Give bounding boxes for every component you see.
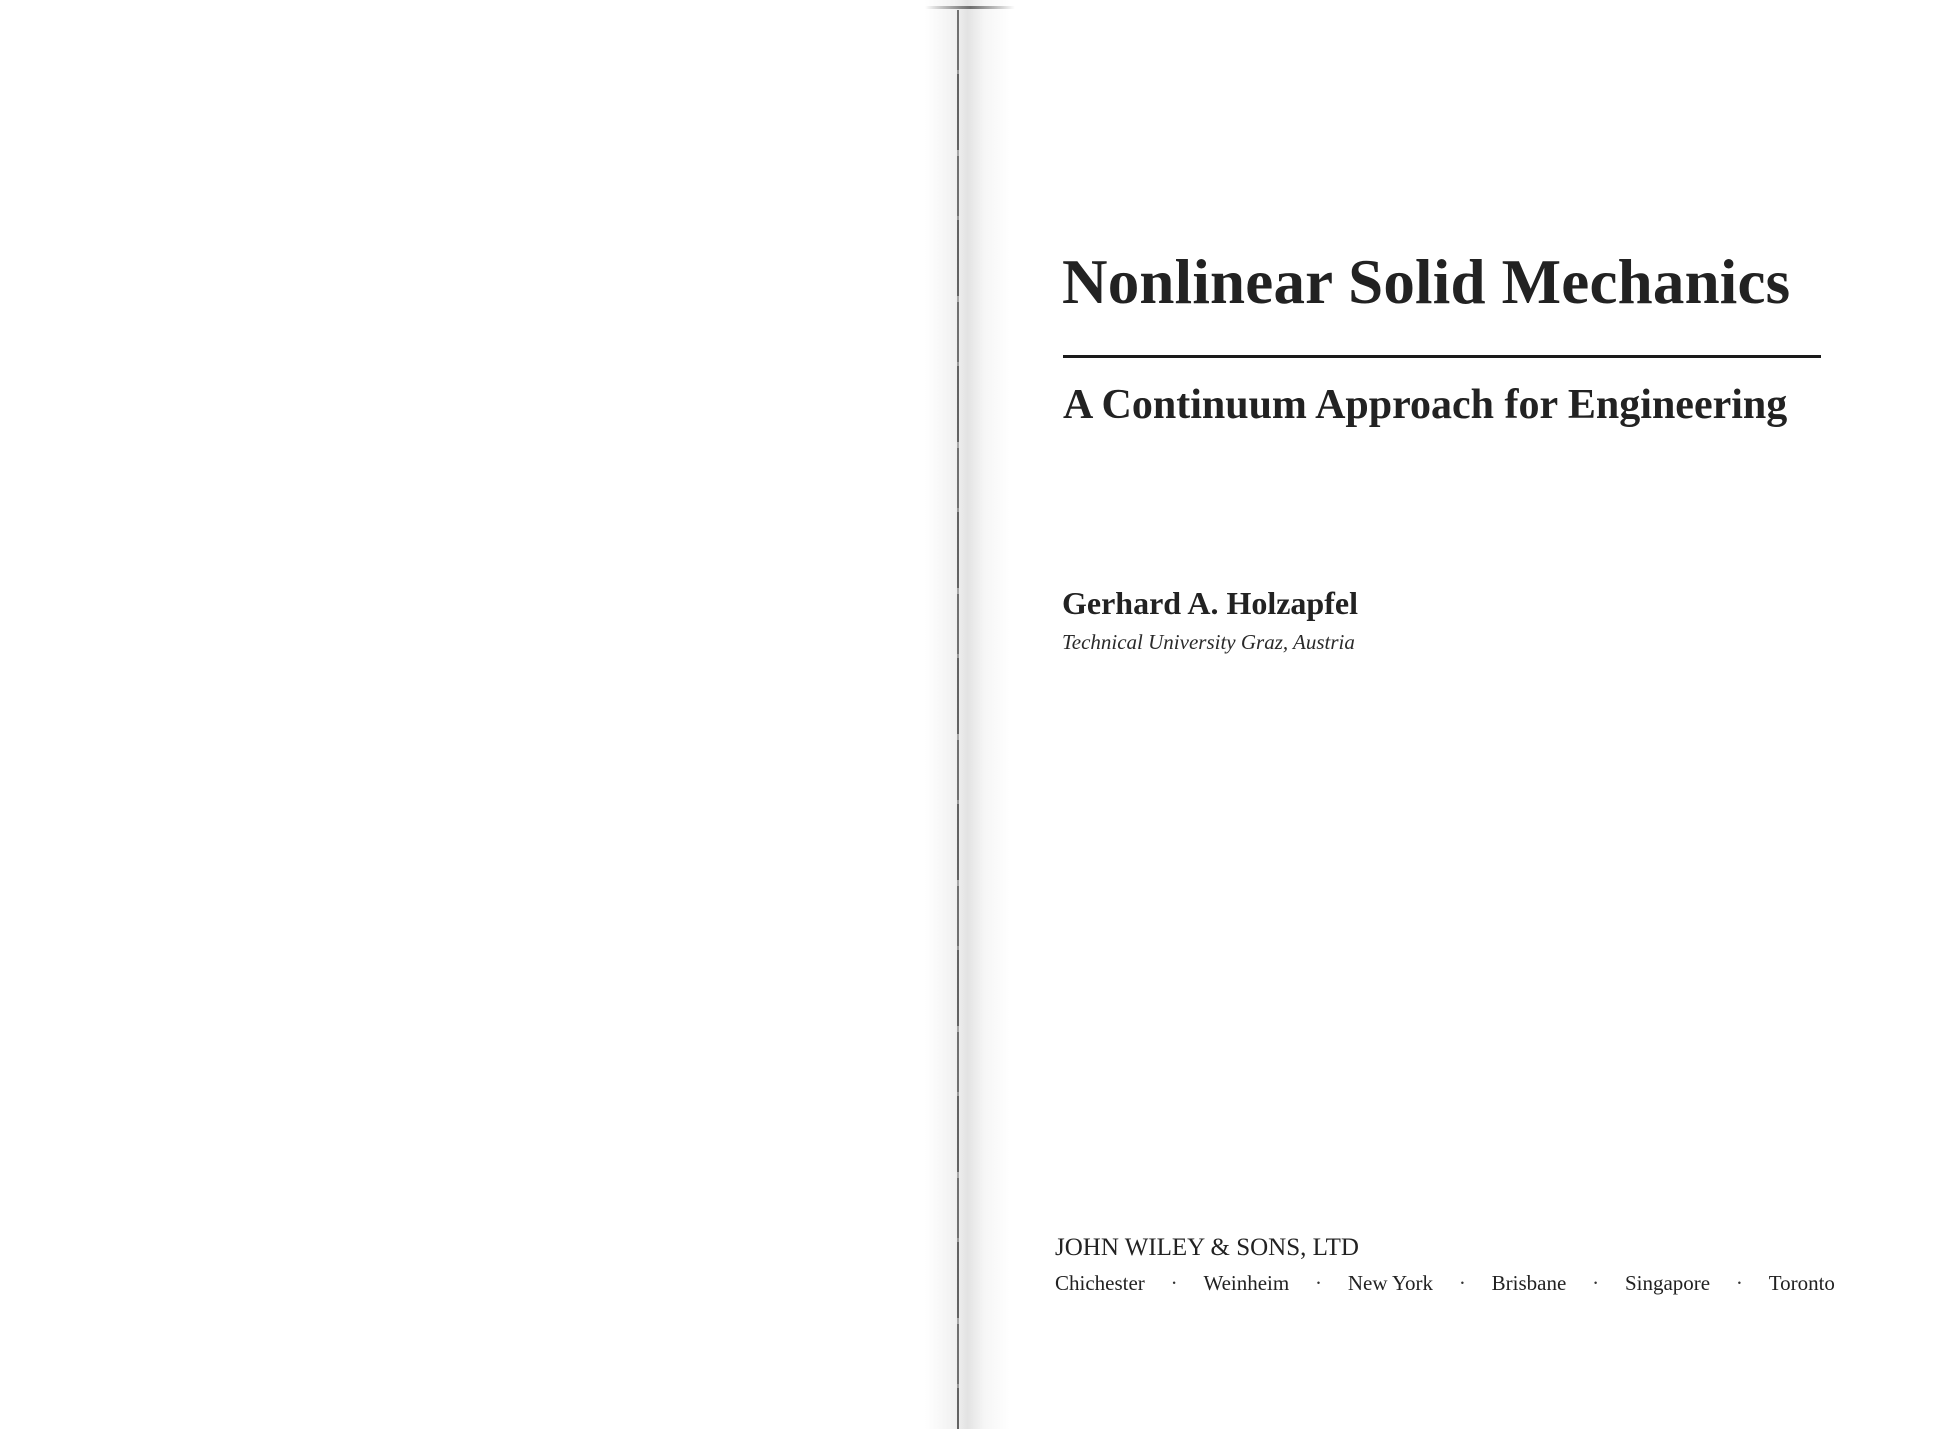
book-subtitle: A Continuum Approach for Engineering — [1063, 382, 1788, 428]
city: Toronto — [1768, 1271, 1835, 1295]
city: Brisbane — [1491, 1271, 1567, 1295]
city: Singapore — [1624, 1271, 1711, 1295]
city-separator: · — [1170, 1271, 1178, 1295]
title-rule — [1063, 355, 1821, 358]
left-page-blank — [0, 0, 948, 1429]
author-affiliation: Technical University Graz, Austria — [1062, 630, 1355, 654]
city-separator: · — [1592, 1271, 1600, 1295]
title-page — [959, 0, 1943, 1429]
publisher-cities — [1055, 1271, 1835, 1296]
city-separator: · — [1315, 1271, 1323, 1295]
author-name: Gerhard A. Holzapfel — [1062, 585, 1358, 621]
city-separator: · — [1458, 1271, 1466, 1295]
book-title: Nonlinear Solid Mechanics — [1062, 247, 1791, 317]
city: Weinheim — [1203, 1271, 1290, 1295]
page-corner-mark — [1929, 4, 1935, 12]
city-separator: · — [1735, 1271, 1743, 1295]
city: New York — [1347, 1271, 1434, 1295]
city: Chichester — [1055, 1271, 1145, 1295]
publisher-name: JOHN WILEY & SONS, LTD — [1055, 1234, 1359, 1261]
